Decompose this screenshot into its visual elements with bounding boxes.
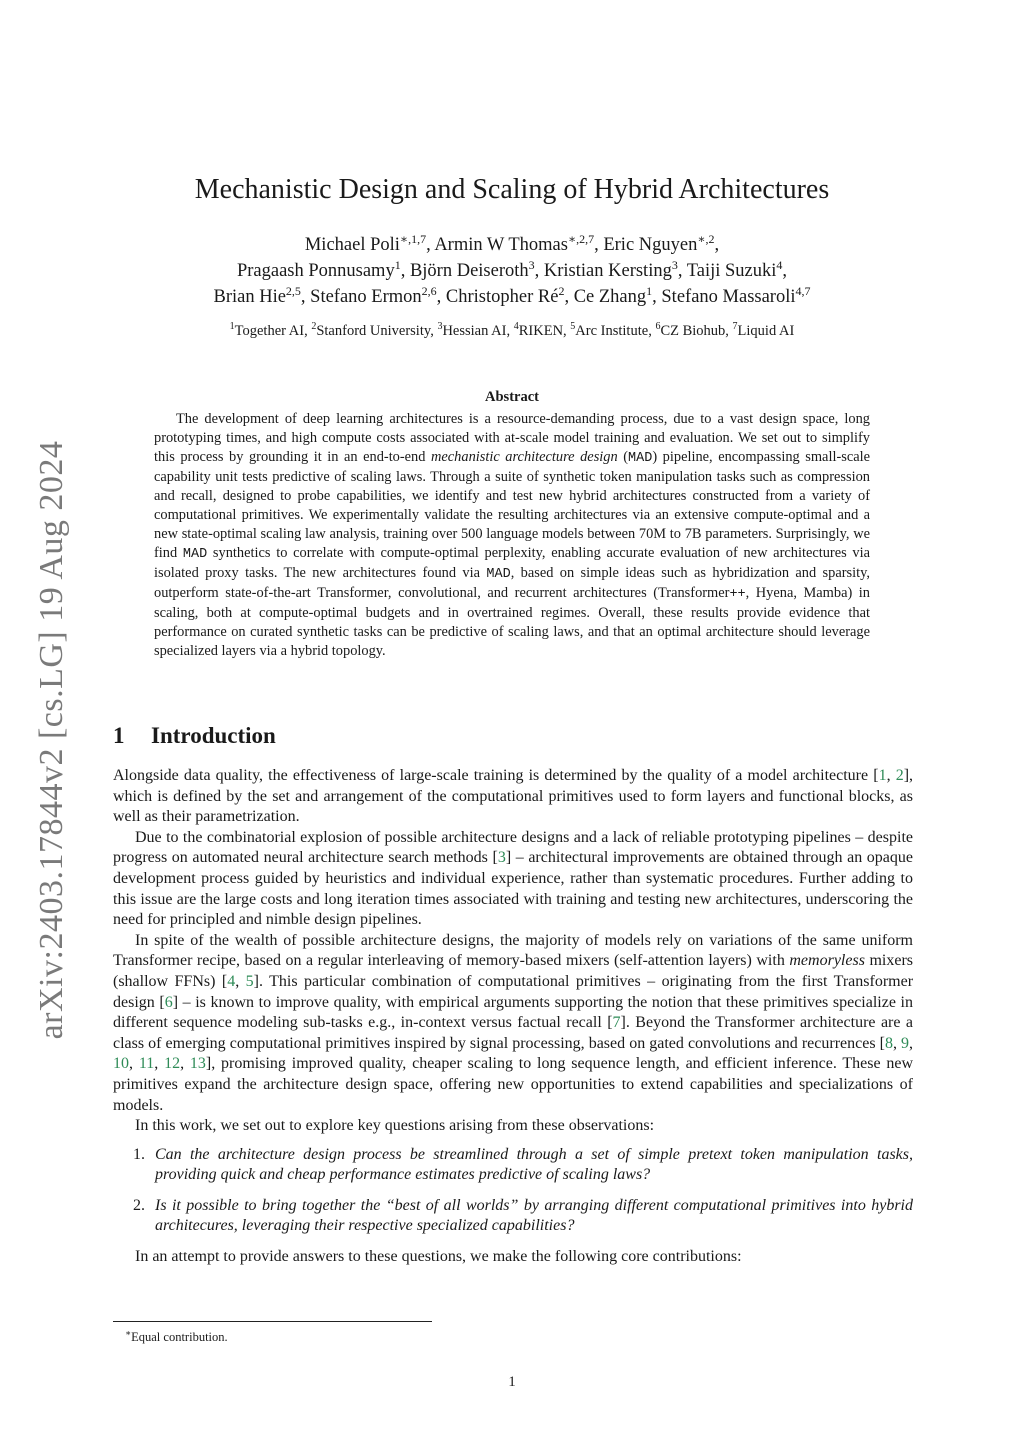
abstract-text: ) pipeline, encompassing small-scale capability unit tests predictive of scaling laws. Through a suite of synthetic token manipulation tasks such as compression and recall, designed to probe capabilities, we identify and test new hybrid architectures constructed from a variety of computational primitives. We experimentally validate the resulting architectures via an extensive compute-optimal and a new state-optimal scaling law analysis, training over 500 language models between 70M to 7B parameters. Surprisingly, we find [154, 449, 870, 561]
emphasis: memoryless [789, 952, 865, 970]
mad-keyword: MAD [486, 567, 511, 582]
paragraph: In this work, we set out to explore key questions arising from these observations: [135, 1117, 655, 1135]
citation-link[interactable]: 8 [884, 1034, 893, 1052]
citation-link[interactable]: 3 [497, 849, 506, 867]
author-name: Stefano Massaroli [661, 287, 796, 307]
author-affiliation-marker: 4,7 [795, 283, 811, 298]
list-item [113, 1145, 913, 1186]
author-name: Ce Zhang [573, 287, 647, 307]
research-question: Is it possible to bring together the “best of all worlds” by arranging different computational primitives into hybrid architecures, leveraging their respective specialized capabilities? [155, 1196, 913, 1235]
author-name: Kristian Kersting [543, 261, 672, 281]
affiliation-name: Hessian AI [442, 323, 507, 339]
affiliation-marker: 2 [311, 321, 317, 333]
research-questions-list [113, 1145, 913, 1237]
paragraph: In an attempt to provide answers to these questions, we make the following core contributions: [135, 1248, 742, 1266]
text-run: ], promising improved quality, cheaper scaling to long sequence length, and efficient inference. These new primitives expand the architecture design space, offering new opportunities to extend capabilities and specializations of models. [113, 1055, 914, 1114]
affiliation-name: Arc Institute [575, 323, 649, 339]
section-heading-introduction [113, 721, 276, 751]
text-run: ] – is known to improve quality, with empirical arguments supporting the notion that these primitives specialize in different sequence modeling sub-tasks e.g., in-context versus factual recall [ [113, 993, 913, 1032]
author-affiliation-marker: 1 [646, 283, 653, 298]
citation-link[interactable]: 10 [113, 1055, 129, 1073]
author-name: Björn Deiseroth [409, 261, 529, 281]
affiliation-name: Together AI [234, 323, 305, 339]
author-affiliation-marker: 1 [394, 257, 401, 272]
citation-link[interactable]: 1 [878, 767, 887, 784]
text-run: In spite of the wealth of possible architecture designs, the majority of models rely on variations of the same uniform Transformer recipe, based on a regular interleaving of memory-based mixers (self-attention layers) with [113, 931, 913, 970]
affiliation-name: CZ Biohub [660, 323, 726, 339]
mad-keyword: MAD [182, 547, 208, 562]
abstract-emphasis: mechanistic architecture design [431, 449, 618, 465]
affiliation-name: Liquid AI [737, 323, 795, 339]
author-name: Stefano Ermon [310, 287, 422, 307]
author-affiliation-marker: 2,5 [285, 283, 301, 298]
citation-link[interactable]: 2 [895, 767, 904, 784]
list-number: 1. [133, 1145, 145, 1163]
affiliation-list: $^1$Together AI, $^2$Stanford University, $^3$Hessian AI, $^4$RIKEN, $^5$Arc Institute, $^6$CZ Biohub, $^7$Liquid AI [229, 321, 795, 339]
footnote-marker: ∗ [125, 1328, 132, 1338]
citation-separator: , [129, 1055, 139, 1073]
affiliation-marker: 4 [513, 321, 519, 333]
affiliation-marker: 6 [655, 321, 661, 333]
citation-link[interactable]: 5 [245, 972, 254, 990]
paragraph [113, 828, 913, 931]
author-name: Pragaash Ponnusamy [236, 261, 395, 281]
text-run: ]. Beyond the Transformer architecture are a class of emerging computational primitives inspired by signal processing, based on gated convolutions and recurrences [ [113, 1014, 914, 1052]
citation-separator: , [892, 1034, 902, 1052]
author-affiliation-marker: 2 [558, 283, 565, 298]
text-run: ] – architectural improvements are obtained through an opaque development process guided by heuristics and individual experience, rather than systematic procedures. Further adding to this issue are the large costs and long iteration times associated with training and testing new architectures, underscoring the need for principled and nimble design pipelines. [113, 849, 914, 929]
author-affiliation-marker: 3 [671, 257, 678, 272]
abstract-paragraph [154, 410, 870, 661]
citation-separator: , [235, 972, 246, 990]
text-run: Alongside data quality, the effectiveness of large-scale training is determined by the quality of a model architecture [ [113, 767, 879, 784]
footnote-divider [113, 1321, 432, 1322]
text-run: mixers (shallow FFNs) [ [113, 952, 914, 990]
affiliation-marker: 7 [732, 321, 738, 333]
author-name: Taiji Suzuki [686, 261, 777, 281]
citation-link[interactable]: 13 [189, 1055, 206, 1073]
author-affiliation-marker: 3 [528, 257, 535, 272]
section-title: Introduction [151, 723, 276, 748]
arxiv-identifier-stamp: arXiv:2403.17844v2 [cs.LG] 19 Aug 2024 [33, 440, 70, 1040]
section-number: 1 [113, 723, 125, 748]
author-affiliation-marker: 2,6 [421, 283, 437, 298]
citation-link[interactable]: 9 [901, 1034, 910, 1052]
citation-separator: , [909, 1034, 914, 1052]
author-name: Christopher Ré [445, 287, 559, 307]
citation-link[interactable]: 6 [164, 993, 173, 1011]
text-run: Due to the combinatorial explosion of possible architecture designs and a lack of reliable prototyping pipelines – despite progress on automated neural architecture search methods [ [113, 828, 913, 867]
author-affiliation-marker: ∗,2 [697, 231, 715, 246]
author-name: Armin W Thomas [434, 235, 568, 255]
paragraph [113, 766, 913, 828]
abstract-text: , Hyena, Mamba) in scaling, both at compute-optimal budgets and in overtrained regimes. Overall, these results provide evidence that performance on curated synthetic tasks can be predictive of scaling laws, and that an optimal architecture should leverage specialized layers via a hybrid topology. [154, 585, 870, 659]
author-affiliation-marker: ∗,2,7 [567, 231, 595, 246]
citation-link[interactable]: 4 [227, 972, 236, 990]
paper-title: Mechanistic Design and Scaling of Hybrid Architectures [194, 174, 830, 205]
research-question: Can the architecture design process be streamlined through a set of simple pretext token manipulation tasks, providing quick and cheap performance estimates predictive of scaling laws? [155, 1145, 913, 1184]
author-affiliation-marker: 4 [776, 257, 783, 272]
affiliation-name: RIKEN [518, 323, 564, 339]
affiliation-marker: 1 [229, 321, 235, 333]
affiliation-name: Stanford University [316, 323, 431, 339]
citation-link[interactable]: 11 [138, 1055, 155, 1073]
affiliation-marker: 5 [570, 321, 576, 333]
list-number: 2. [133, 1196, 145, 1214]
abstract-body [154, 410, 870, 661]
plusplus-keyword: ++ [729, 587, 746, 602]
text-run: ], which is defined by the set and arrangement of the computational primitives used to form layers and functional blocks, as well as their parametrization. [113, 767, 914, 826]
abstract-text: ( [617, 449, 629, 465]
list-item [113, 1196, 913, 1237]
abstract-text: synthetics to correlate with compute-optimal perplexity, enabling accurate evaluation of new architectures via isolated proxy tasks. The new architectures found via [154, 545, 870, 581]
affiliation-marker: 3 [437, 321, 443, 333]
citation-separator: , [154, 1055, 165, 1073]
author-affiliation-marker: ∗,1,7 [399, 231, 427, 246]
paragraph [113, 931, 913, 1116]
page-number: 1 [508, 1374, 516, 1390]
citation-link[interactable]: 7 [612, 1014, 621, 1032]
footnote-text: Equal contribution. [131, 1330, 228, 1345]
mad-keyword: MAD [628, 451, 653, 466]
abstract-heading: Abstract [485, 389, 539, 405]
abstract-text: , based on simple ideas such as hybridization and sparsity, outperform state-of-the-art Transformer, convolutional, and recurrent architectures (Transformer [154, 565, 870, 601]
citation-separator: , [886, 767, 896, 784]
text-run: ]. This particular combination of computational primitives – originating from the first Transformer design [ [113, 972, 914, 1011]
citation-link[interactable]: 12 [164, 1055, 181, 1073]
author-name: Michael Poli [304, 235, 400, 255]
author-name: Eric Nguyen [603, 235, 698, 255]
author-name: Brian Hie [213, 287, 286, 307]
introduction-body [113, 766, 913, 1268]
author-list: Michael Poli$^{∗,1,7}$, Armin W Thomas$^{∗,2,7}$, Eric Nguyen$^{∗,2}$, Pragaash Ponnusamy$^1$, Björn Deiseroth$^3$, Kristian Kersting$^3$, Taiji Suzuki$^4$, Brian Hie$^{2,5}$, Stefano Ermon$^{2,6}$, Christopher $Ré^2$, Ce Zhang$^1$, Stefano Massaroli$^{4,7}$ [213, 231, 811, 307]
footnote [125, 1325, 228, 1345]
citation-separator: , [180, 1055, 190, 1073]
abstract-text: The development of deep learning architectures is a resource-demanding process, due to a vast design space, long prototyping times, and high compute costs associated with at-scale model training and evaluation. We set out to simplify this process by grounding it in an end-to-end [154, 411, 870, 465]
